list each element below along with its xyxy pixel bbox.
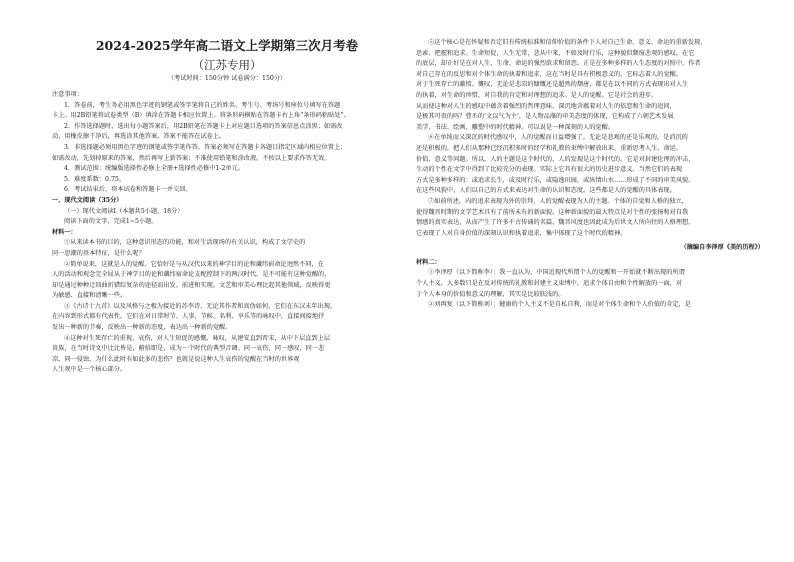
passage-line: 方式是多种多样的：或追求长生，或及时行乐，或隐逸田园，或纵情山水……形成了不同的审美风貌。	[416, 176, 695, 184]
notice-line: 6．考试结束后，将本试卷和答题卡一并交回。	[64, 186, 192, 194]
passage-line: 情感的真实表达，从而产生了许多千古传诵的名篇，魏晋风度也因此成为后世文人所向往的人格理想。	[416, 219, 695, 227]
material-two-label: 材料二：	[416, 258, 441, 266]
passage-line: 同一思潮的基本特征，是什么呢？	[52, 249, 145, 257]
passage-line: 个人主义，大多数只是在反对传统的礼教和封建主义束缚中，追求个体自由和个性解放的一面，对	[416, 280, 683, 288]
passage-line: 在内容到形式都有代表性。它们在对日常时节、人事、节候、名利、享乐等的咏叹中，直接间接地抒	[52, 313, 325, 321]
passage-line: ②刘再复（以下简称刘）：健康的个人主义不是自私自利，而是对个体生命和个人价值的肯定，是	[428, 301, 691, 309]
notice-line: 3．非选择题必须用黑色字迹的钢笔或签字笔作答，答案必须写在答题卡各题目指定区域内相应位置上；	[64, 143, 347, 151]
passage-line: 人的活动和观念完全屈从于神学目的论和谶纬宿命论支配控制下的两汉时代，是不可能有这种觉醒的，	[52, 271, 331, 279]
passage-line: 思索、把握和追求。生命短促，人生无常，悲从中来，不如及时行乐，这种貌似颓废悲观的感叹，在它	[416, 49, 695, 57]
passage-line: 它表现了人对自身价值的深刻认识和执着追求，集中体现了这个时代的精神。	[416, 229, 627, 237]
notice-line: 卡上。用2B铅笔将试卷类型（B）填涂在答题卡相应位置上。将条形码横贴在答题卡右上角“条形码粘贴处”。	[52, 112, 350, 120]
passage-line: ③《古诗十九首》以及风格与之极为接近的苏李诗，无论其作者和真伪如何，它们在东汉末年出现，	[64, 302, 337, 310]
passage-line: 凉，同一侵蚀，为什么此时有如此多的悲伤？也就是说这种人生哀伤的觉醒在当时的世界观	[52, 355, 300, 363]
right-column	[416, 38, 768, 311]
notice-line: 4．测试范围：统编版选择性必修上全册+选择性必修中1-2单元。	[64, 165, 244, 173]
passage-line: 为敏感、直接和清晰一些。	[52, 292, 127, 300]
passage-line: 从而使这种对人生的感叹中蕴含着强烈的哲理意味，深沉地含蕴着对人生的依恋和生命的追问，	[416, 102, 676, 110]
passage-line: 却是通过种种迂回曲折错综复杂的途径而出发、前进和实现。文艺和审美心理比起其他领域，反映得更	[52, 281, 331, 289]
exam-subtitle: （江苏专用）	[192, 58, 262, 72]
exam-title: 2024-2025学年高二语文上学期第三次月考卷	[95, 38, 359, 53]
section-heading: 一、现代文阅读（35分）	[52, 196, 123, 204]
passage-line: ①李泽厚（以下简称李）：我一直认为，中国近现代所谓个人的觉醒和一开始就不断出现的所谓	[428, 269, 685, 277]
passage-line: ②简单说来，这就是人的觉醒。它恰好是与从汉代以来的神学目的论和谶纬宿命论迥然不同，在	[64, 260, 324, 268]
material-one-label: 材料一：	[52, 228, 77, 236]
notice-line: 如需改动，先划掉原来的答案，然后再写上新答案；不准使用铅笔和涂改液。不按以上要求作答无效。	[52, 154, 331, 162]
passage-line: 于个人本身的价值和意义的理解，其实是比较肤浅的。	[416, 290, 565, 298]
notice-line: 1．答卷前，考生务必用黑色字迹的钢笔或签字笔将自己的姓名、考生号、考场号和座位号填写在答题	[64, 101, 341, 109]
source-credit: （摘编自李泽厚《美的历程》）	[680, 244, 764, 252]
passage-line: 在这些风貌中，人们以自己的方式来表达对生命的认识和态度，这些都是人的觉醒的具体表现。	[416, 187, 676, 195]
passage-line: ①从来读本书的目的，这种意识形态的功能，和对生活现场的有关认识，构成了文学史的	[64, 239, 306, 247]
passage-line: 发出一种新的节奏，反映出一种新的态度，表达出一种新的觉醒。	[52, 324, 232, 332]
notice-line: 5．难度系数：0.75。	[64, 175, 126, 183]
passage-line: 使得魏晋时期的文学艺术具有了前所未有的新面貌。这种新面貌的最大特点是对个性的张扬和对自我	[416, 208, 689, 216]
notice-line: 动，用橡皮擦干净后，再选涂其他答案。答案不能答在试卷上。	[52, 133, 226, 141]
left-column	[52, 38, 402, 376]
passage-line: 贵族，在当时诗文中比比皆是，俯拾即是，成为一个时代的典型音调。同一哀伤，同一感叹，同一悲	[52, 345, 325, 353]
passage-line: ⑦如前所述，内的追求表现为外的崇拜，人的觉醒表现为人的主题。个体的自觉和人格的独立，	[428, 197, 688, 205]
passage-line: 价值、意义等问题。所以，人的主题是这个时代的，人的发现是这个时代的。它是对封建伦理的冲击，	[416, 155, 695, 163]
passage-line: 生动的个性在文学中得到了比较充分的表现。实际上它具有很大的历史进步意义。当然它们的表现	[416, 166, 683, 174]
passage-line: ④这种对生死存亡的重视、哀伤，对人生短促的感慨、咏叹，从建安直到晋宋，从中下层直到上层	[64, 334, 331, 342]
passage-line: 的底层，却正好是在对人生、生命、命运的强烈欲求和留恋。正是在多种多样的人生态度的对照中，作者	[416, 60, 701, 68]
passage-line: ⑥在单纯而又深沉的时代感叹中，人的觉醒而日益增强了。无论是悲观的还是乐观的，是消沉的	[428, 134, 688, 142]
notice-line: 2．作答选择题时，选出每小题答案后，用2B铅笔在答题卡上对应题目选项的答案信息点涂黑；如需改	[64, 122, 343, 130]
passage-line: ⑤这个核心是在怀疑和否定旧有传统标准和信仰价值的条件下人对自己生命、意义、命运的重新发现、	[428, 39, 707, 46]
subsection-heading: （一）现代文阅读Ⅰ（本题共5小题，18分）	[64, 207, 184, 215]
reading-instruction: 阅读下面的文字，完成1~5小题。	[64, 218, 158, 226]
passage-line: 美学、书法、绘画、雕塑中的时代精神。可以说是一种深刻的人的觉醒。	[416, 123, 614, 131]
notice-heading: 注意事项：	[52, 91, 83, 98]
passage-line: 对自己存在的反思和对个体生命的执着和追求，这在当时是具有积极意义的，它标志着人的觉醒。	[416, 70, 683, 78]
passage-line: 是极其可贵的吗？曹丕的‘文以气为主’，是人物品藻的审美态度的体现，它构成了六朝艺术发展	[416, 113, 674, 121]
passage-line: 的执着，对生命的珍惜，对自我的肯定和对理想的追求。是人的觉醒。它是社会的进步。	[416, 91, 658, 99]
passage-line: 对于生死存亡的激愤、慨叹，无论是悲凉的慷慨还是超然的颓唐，都是在以不同的方式表现出对人生	[416, 81, 689, 89]
passage-line: 人生观中是一个核心部分。	[52, 366, 127, 374]
passage-line: 还是积极的，把人们从那种已经沉积多时的经学和礼教的束缚中解放出来，重新思考人生、命运、	[416, 144, 683, 152]
exam-info: （考试时间：150分钟 试卷满分：150分）	[167, 75, 287, 82]
